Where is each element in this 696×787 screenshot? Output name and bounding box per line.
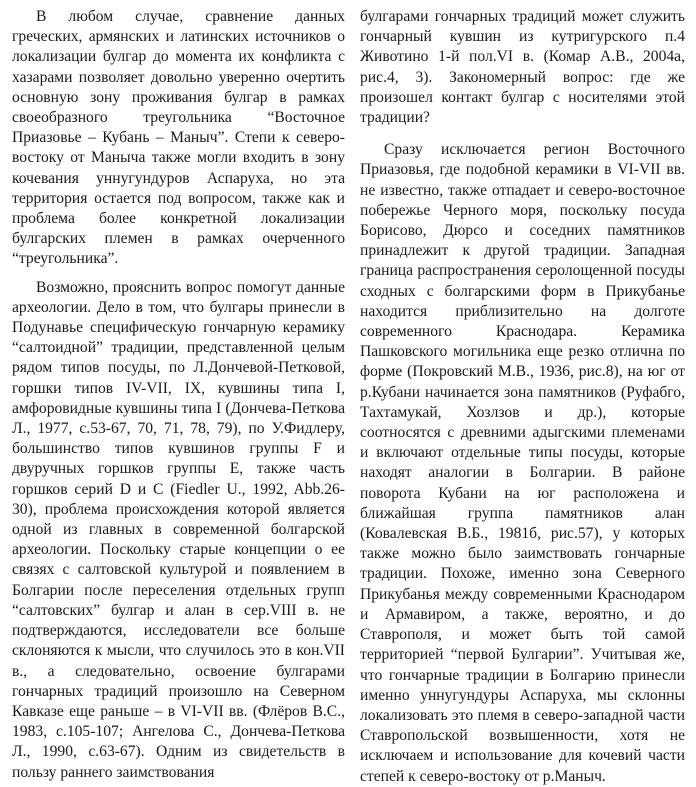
right-text-column xyxy=(360,7,685,787)
paragraph: В любом случае, сравнение данных греческих, армянских и латинских источников о локализации булгар до момента их конфликта с хазарами позволяет довольно уверенно очертить основную зону проживания булгар в рамках своеобразного треугольника “Восточное Приазовье – Кубань – Маныч”. Степи к северо-востоку от Маныча также могли входить в зону кочевания уннугундуров Аспаруха, но эта территория остается под вопросом, также как и проблема более конкретной локализации булгарских племен в рамках очерченного “треугольника”. xyxy=(12,8,345,268)
paragraph: Возможно, прояснить вопрос помогут данные археологии. Дело в том, что булгары принесли в Подунавье специфическую гончарную керамику “салтоидной” традиции, представленной целым рядом типов посуды, по Л.Дончевой-Петковой, горшки типов IV-VII, IX, кувшины типа I, амфоровидные кувшины типа I (Дончева-Петкова Л., 1977, с.53-67, 70, 71, 78, 79), по У.Фидлеру, большинство типов кувшинов группы F и двуручных горшков группы E, также часть горшков серий D и C (Fiedler U., 1992, Abb.26-30), проблема происхождения которой является одной из главных в современной болгарской археологии. Поскольку старые концепции о ее связях с салтовской культурой и появлением в Болгарии после переселения отдельных групп “салтовских” булгар и алан в сер.VIII в. не подтверждаются, исследователи все больше склоняются к мысли, что случилось это в кон.VII в., а следовательно, освоение булгарами гончарных традиций произошло на Северном Кавказе еще раньше – в VI-VII вв. (Флёров В.С., 1983, с.105-107; Ангелова С., Дончева-Петкова Л., 1990, с.63-67). Одним из свидетельств в пользу раннего заимствования xyxy=(12,278,345,781)
left-text-column xyxy=(12,7,345,783)
paragraph: Сразу исключается регион Восточного Приазовья, где подобной керамики в VI-VII вв. не известно, также отпадает и северо-восточное побережье Черного моря, поскольку посуда Борисово, Дюрсо и соседних памятников принадлежит к другой традиции. Западная граница распространения серолощенной посуды сходных с болгарскими форм в Прикубанье находится приблизительно на долготе современного Краснодара. Керамика Пашковского могильника еще резко отлична по форме (Покровский М.В., 1936, рис.8), на юг от р.Кубани начинается зона памятников (Руфабго, Тахтамукай, Хозлзов и др.), которые соотносятся с древними адыгскими племенами и включают отдельные типы посуды, которые находят аналогии в Болгарии. В районе поворота Кубани на юг расположена и ближайшая группа памятников алан (Ковалевская В.Б., 1981б, рис.57), у которых также можно было заимствовать гончарные традиции. Похоже, именно зона Северного Прикубанья между современными Краснодаром и Армавиром, а также, вероятно, и до Ставрополя, и может быть той самой территорией “первой Булгарии”. Учитывая же, что гончарные традиции в Болгарию принесли именно уннугундуры Аспаруха, мы склонны локализовать это племя в северо-западной части Ставропольской возвышенности, хотя не исключаем и использование для кочевий части степей к северо-востоку от р.Маныч. xyxy=(360,141,685,785)
paragraph-continuation: булгарами гончарных традиций может служить гончарный кувшин из кутригурского п.4 Животино 1-й пол.VI в. (Комар А.В., 2004а, рис.4, 3). Закономерный вопрос: где же произошел контакт булгар с носителями этой традиции? xyxy=(360,8,685,127)
